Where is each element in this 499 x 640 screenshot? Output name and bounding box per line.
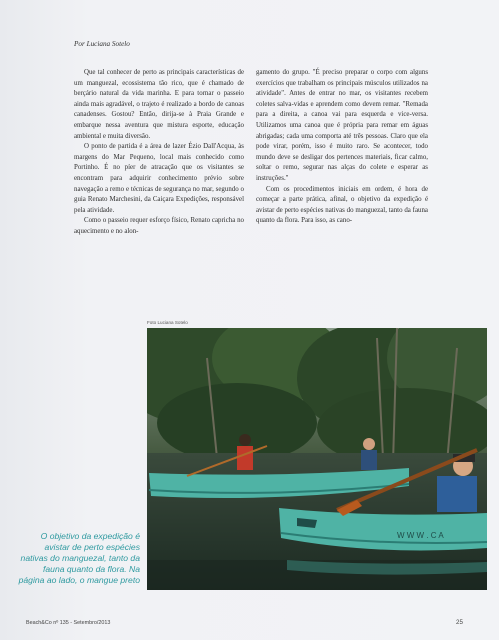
paragraph: gamento do grupo. "É preciso preparar o corpo com alguns exercícios que trabalham os principais músculos utilizados na atividade". Antes de entrar no mar, os visitantes recebem coletes salva-vidas e aprendem como devem remar. "Remada para a direita, a canoa vai para esquerda e vice-versa. Utilizamos uma canoa que é própria para remar em águas abrigadas; cada uma comporta até três pessoas. Claro que ela pode virar, porém, isso é muito raro. Se acontecer, todo mundo deve se desligar dos pertences materiais, ficar calmo, soltar o remo, segurar nas alças do colete e esperar as instruções." [256,69,428,182]
article-column-left [74,68,244,238]
article-column-right [256,68,428,227]
photo-caption: O objetivo da expedição é avistar de perto espécies nativas do manguezal, tanto da fauna quanto da flora. Na página ao lado, o mangue preto [18,531,140,585]
paragraph: O ponto de partida é a área de lazer Ézio Dall'Acqua, às margens do Mar Pequeno, local mais conhecido como Portinho. É no píer de atracação que os visitantes se encontram para adquirir conhecimento prévio sobre navegação a remo e técnicas de segurança no mar, segundo o guia Renato Marchesini, da Caiçara Expedições, responsável pela atividade. [74,143,244,214]
photo-illustration [147,328,487,590]
footer-magazine: Beach&Co nº 135 - Setembro/2013 [26,620,111,626]
mangrove-kayak-photo [147,328,487,590]
canoe-lettering: W W W . C A [397,531,444,540]
paragraph: Como o passeio requer esforço físico, Renato capricha no aquecimento e no alon- [74,217,244,235]
paragraph: Que tal conhecer de perto as principais características de um manguezal, ecossistema tão rico, que é chamado de berçário natural da vida marinha. E para tornar o passeio ainda mais agradável, o trajeto é realizado a bordo de canoas canadenses. Gostou? Então, dirija-se à Praia Grande e embarque nessa aventura que mistura esporte, educação ambiental e muita diversão. [74,69,244,140]
photo-credit: Foto Luciana Sotelo [147,320,188,325]
byline: Por Luciana Sotelo [74,40,130,48]
paragraph: Com os procedimentos iniciais em ordem, é hora de começar a parte prática, afinal, o objetivo da expedição é avistar de perto espécies nativas do manguezal, tanto da fauna quanto da flora. Para isso, as cano- [256,185,428,225]
page-number: 25 [456,619,463,626]
